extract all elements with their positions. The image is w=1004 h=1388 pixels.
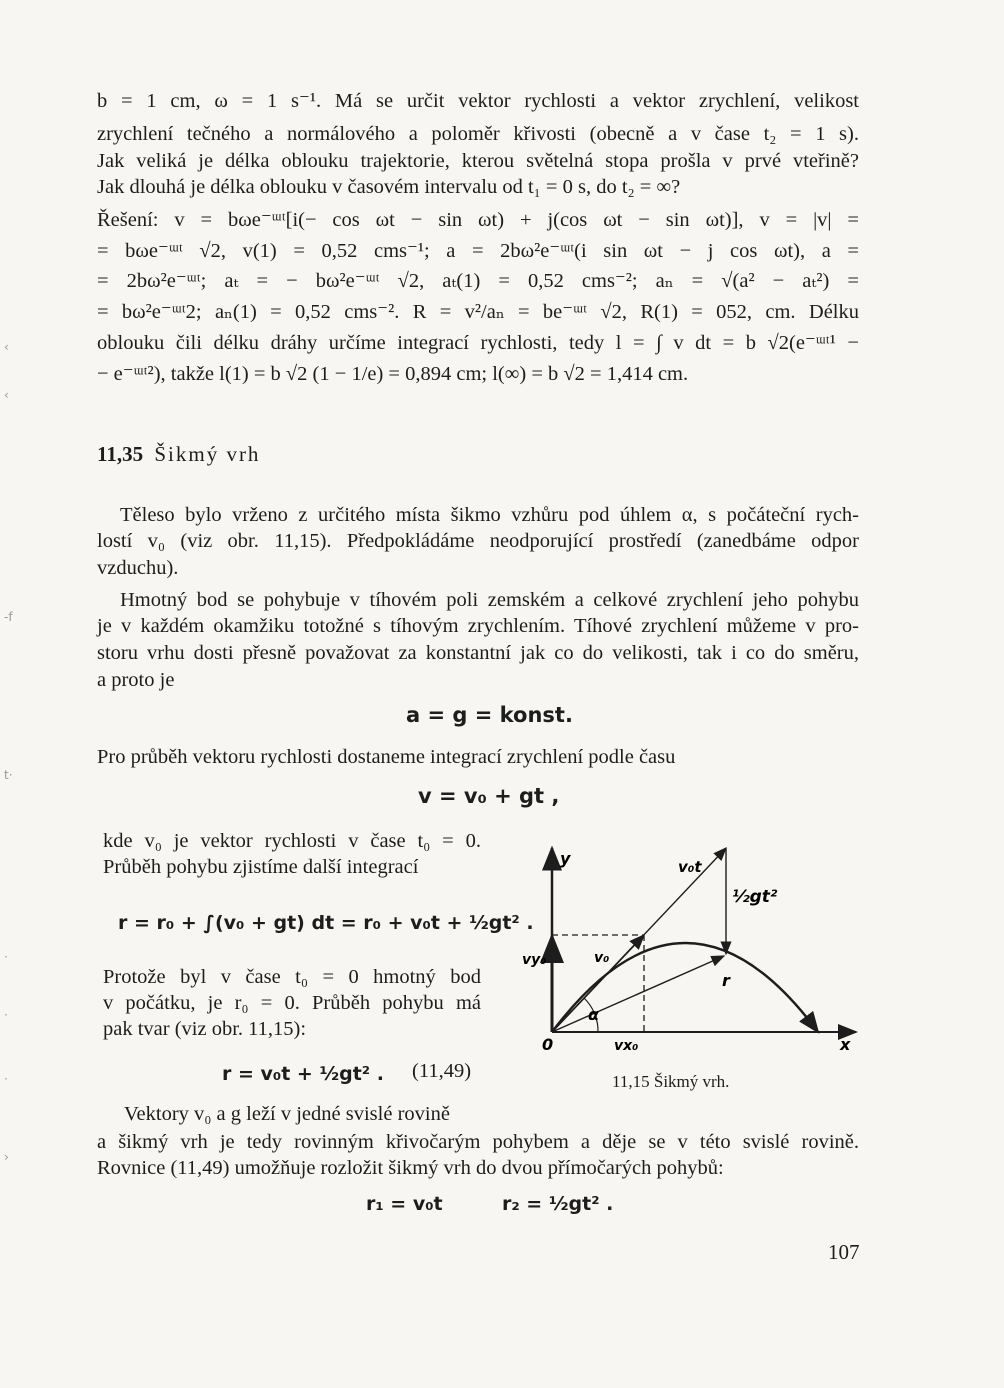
text-line: pak tvar (viz obr. 11,15):: [103, 1018, 307, 1040]
v0t-label: v₀t: [678, 858, 702, 876]
half-gt2-label: ½gt²: [732, 887, 778, 907]
x-label: x: [840, 1035, 851, 1054]
text-line: Těleso bylo vrženo z určitého místa šikmo vzhůru pod úhlem α, s počáteční rych-: [120, 504, 859, 526]
text-line: je v každém okamžiku totožné s tíhovým zrychlením. Tíhové zrychlení můžeme v pro-: [97, 615, 859, 637]
alpha-label: α: [588, 1005, 599, 1024]
vy0-label: vy₀: [522, 952, 547, 968]
text-line: zrychlení tečného a normálového a poloměr křivosti (obecně a v čase t₂ = 1 s).: [97, 123, 859, 145]
text-line: oblouku čili délku dráhy určíme integrací rychlosti, tedy l = ∫ v dt = b √2(e⁻ᵚᵗ¹ −: [97, 332, 859, 354]
text-line: Pro průběh vektoru rychlosti dostaneme integrací zrychlení podle času: [97, 746, 676, 768]
equation-number: (11,49): [412, 1060, 472, 1082]
figure-oblique-throw: [506, 836, 866, 1081]
text-line: − e⁻ᵚᵗ²), takže l(1) = b √2 (1 − 1/e) = 0,894 cm; l(∞) = b √2 = 1,414 cm.: [97, 363, 689, 385]
text-line: Jak veliká je délka oblouku trajektorie, kterou světelná stopa prošla v prvé vteřině?: [97, 150, 859, 172]
origin-label: 0: [542, 1035, 554, 1054]
text-line: Jak dlouhá je délka oblouku v časovém intervalu od t₁ = 0 s, do t₂ = ∞?: [97, 176, 681, 198]
text-line: storu vrhu dosti přesně považovat za konstantní jak co do velikosti, tak i co do směru,: [97, 642, 859, 664]
r-label: r: [722, 971, 730, 990]
margin-mark: ·: [4, 950, 8, 964]
margin-mark: ·: [4, 1072, 8, 1086]
section-number: 11,35: [97, 442, 144, 466]
section-title: Šikmý vrh: [154, 442, 261, 466]
text-line: Průběh pohybu zjistíme další integrací: [103, 856, 419, 878]
equation-velocity: v = v₀ + gt ,: [418, 784, 560, 808]
vx0-label: vx₀: [614, 1038, 639, 1054]
text-line: b = 1 cm, ω = 1 s⁻¹. Má se určit vektor rychlosti a vektor zrychlení, velikost: [97, 90, 859, 112]
equation-acceleration: a = g = konst.: [406, 703, 573, 727]
page-number: 107: [828, 1240, 860, 1264]
margin-mark: t·: [4, 768, 13, 782]
margin-mark: ‹: [4, 388, 9, 402]
text-line: Řešení: v = bωe⁻ᵚᵗ[i(− cos ωt − sin ωt) + j(cos ωt − sin ωt)], v = |v| =: [97, 209, 859, 231]
figure-caption: 11,15 Šikmý vrh.: [612, 1072, 730, 1091]
text-line: a proto je: [97, 669, 175, 691]
equation-r1: r₁ = v₀t: [366, 1193, 443, 1215]
text-line: vzduchu).: [97, 557, 179, 579]
v0-label: v₀: [594, 950, 610, 966]
text-line: kde v₀ je vektor rychlosti v čase t₀ = 0.: [103, 830, 481, 852]
section-heading: [97, 442, 260, 467]
trajectory-arrow: [806, 1016, 818, 1032]
r-vector: [552, 956, 724, 1032]
y-label: y: [560, 849, 571, 868]
margin-mark: -f: [4, 610, 13, 624]
equation-integral: r = r₀ + ∫(v₀ + gt) dt = r₀ + v₀t + ½gt² .: [118, 912, 534, 934]
margin-mark: ‹: [4, 340, 9, 354]
text-line: lostí v₀ (viz obr. 11,15). Předpokládáme neodporující prostředí (zanedbáme odpor: [97, 530, 859, 552]
text-line: a šikmý vrh je tedy rovinným křivočarým pohybem a děje se v této svislé rovině.: [97, 1131, 859, 1153]
text-line: Protože byl v čase t₀ = 0 hmotný bod: [103, 966, 481, 988]
projectile-diagram: [506, 836, 866, 1076]
text-line: = 2bω²e⁻ᵚᵗ; aₜ = − bω²e⁻ᵚᵗ √2, aₜ(1) = 0,52 cms⁻²; aₙ = √(a² − aₜ²) =: [97, 270, 859, 292]
text-line: Hmotný bod se pohybuje v tíhovém poli zemském a celkové zrychlení jeho pohybu: [120, 589, 859, 611]
text-line: Rovnice (11,49) umožňuje rozložit šikmý vrh do dvou přímočarých pohybů:: [97, 1157, 724, 1179]
margin-mark: ›: [4, 1150, 9, 1164]
margin-mark: ·: [4, 1008, 8, 1022]
text-line: Vektory v₀ a g leží v jedné svislé rovině: [124, 1103, 450, 1125]
equation-r2: r₂ = ½gt² .: [502, 1193, 614, 1215]
text-line: = bω²e⁻ᵚᵗ2; aₙ(1) = 0,52 cms⁻². R = v²/aₙ = be⁻ᵚᵗ √2, R(1) = 052, cm. Délku: [97, 301, 859, 323]
text-line: = bωe⁻ᵚᵗ √2, v(1) = 0,52 cms⁻¹; a = 2bω²e⁻ᵚᵗ(i sin ωt − j cos ωt), a =: [97, 240, 859, 262]
text-line: v počátku, je r₀ = 0. Průběh pohybu má: [103, 992, 481, 1014]
equation-trajectory: r = v₀t + ½gt² .: [222, 1063, 384, 1085]
